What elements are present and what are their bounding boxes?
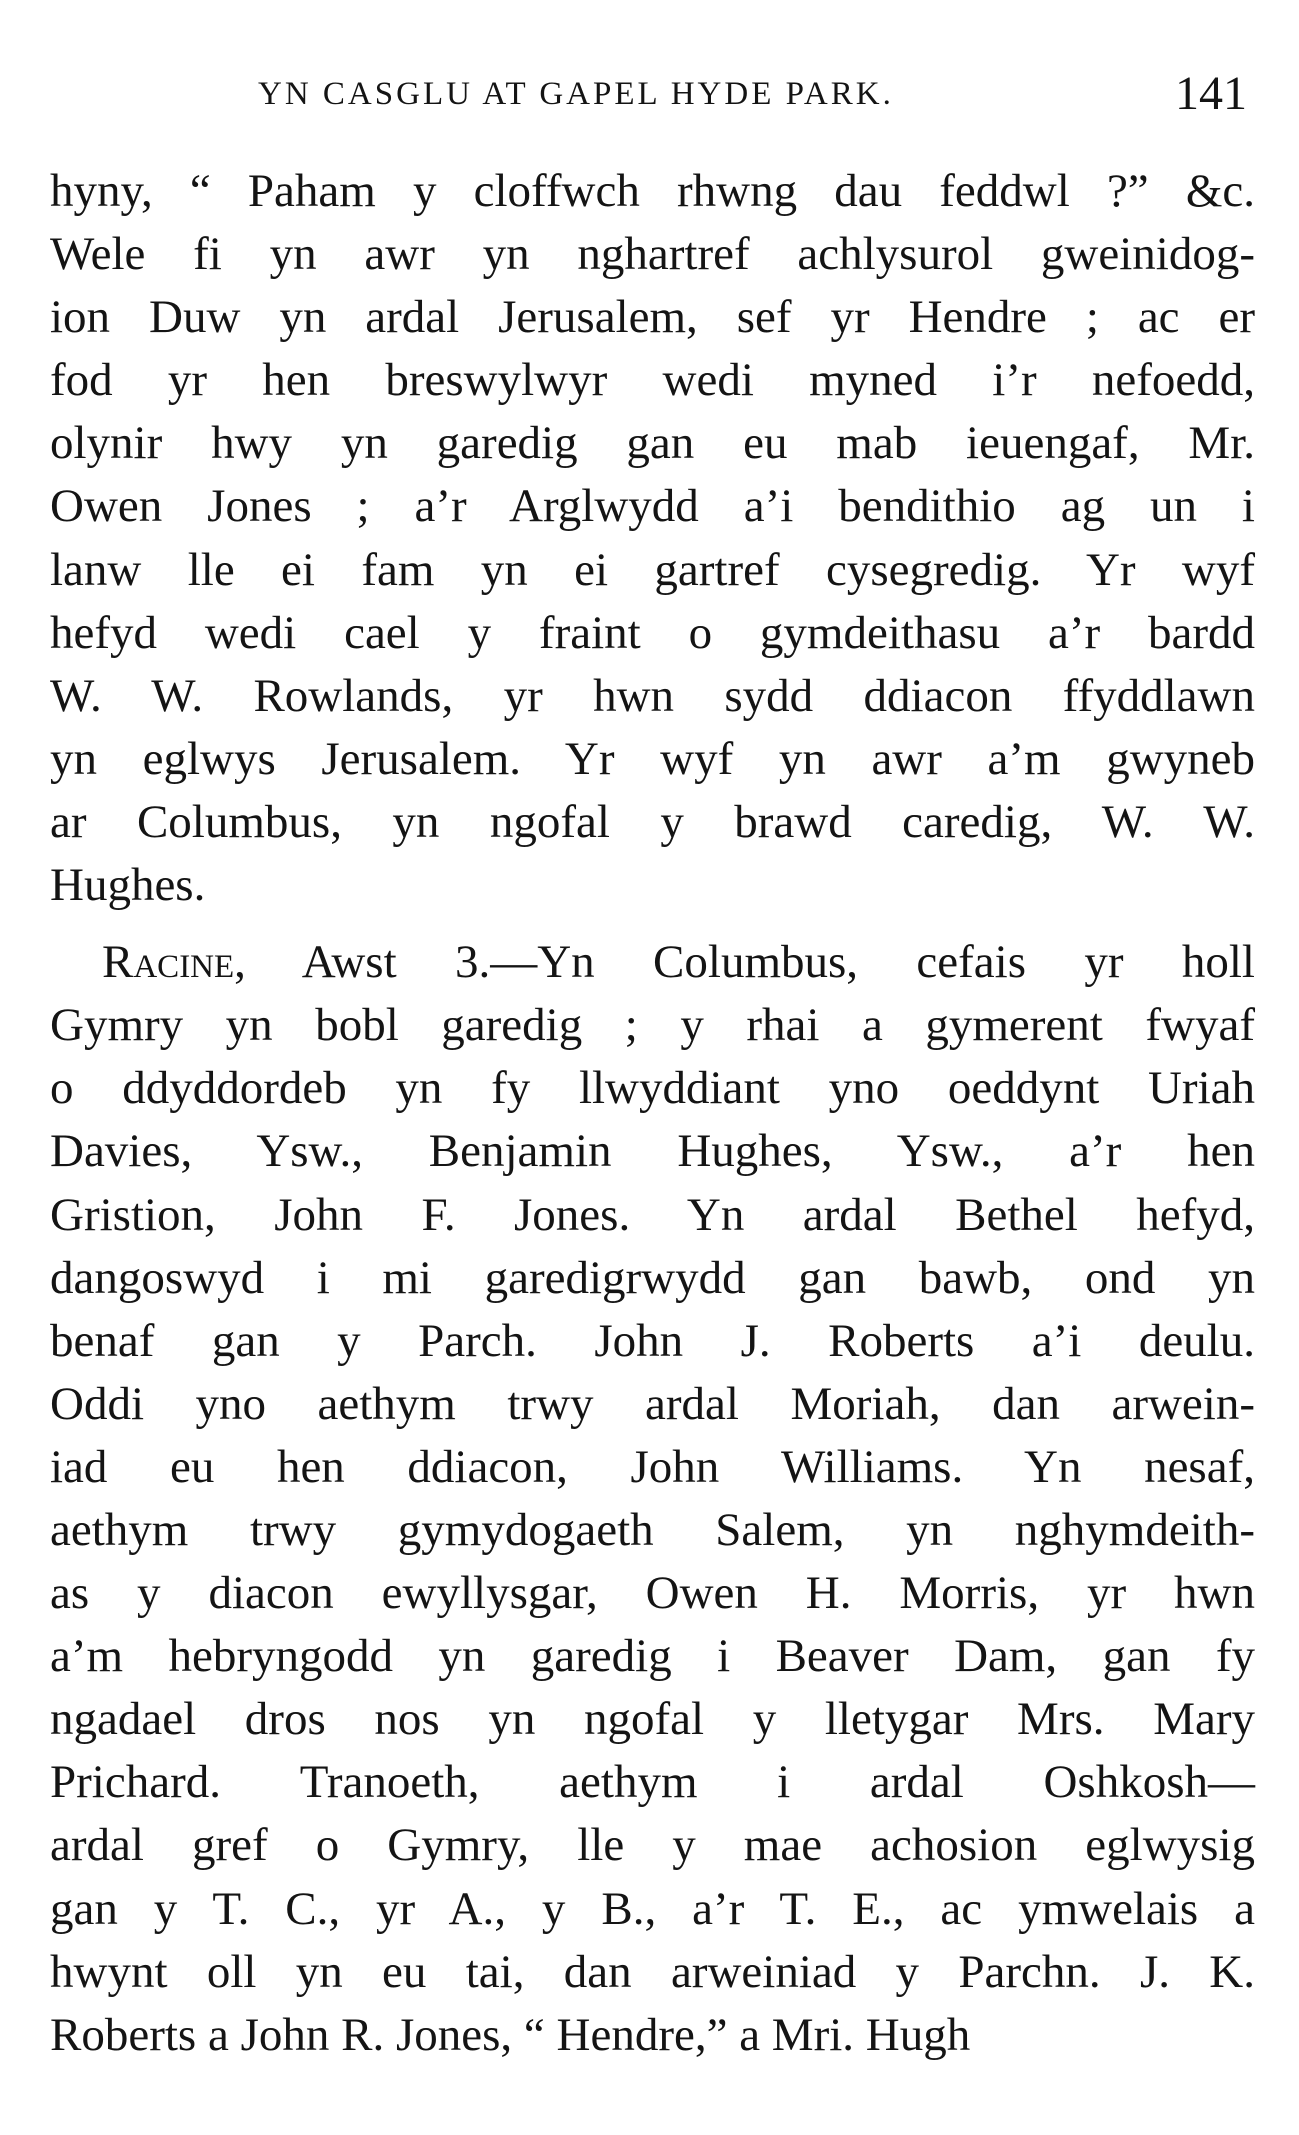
text-line: yn eglwys Jerusalem. Yr wyf yn awr a’m gwyneb — [50, 732, 1255, 785]
line-text: Awst 3.—Yn Columbus, cefais yr holl — [301, 936, 1255, 989]
text-line: Oddi yno aethym trwy ardal Moriah, dan arwein- — [50, 1377, 1255, 1430]
text-line: Prichard. Tranoeth, aethym i ardal Oshkosh— — [50, 1756, 1255, 1809]
page-number: 141 — [1175, 67, 1247, 120]
text-line: lanw lle ei fam yn ei gartref cysegredig. Yr wyf — [50, 543, 1255, 596]
running-title: YN CASGLU AT GAPEL HYDE PARK. — [258, 76, 894, 112]
paragraph — [50, 931, 1255, 2067]
text-line: Owen Jones ; a’r Arglwydd a’i bendithio ag un i — [50, 480, 1255, 533]
text-line: ion Duw yn ardal Jerusalem, sef yr Hendre ; ac er — [50, 291, 1255, 344]
text-line: olynir hwy yn garedig gan eu mab ieuengaf, Mr. — [50, 417, 1255, 470]
place-heading: Racine, — [102, 936, 246, 989]
text-line: hyny, “ Paham y cloffwch rhwng dau feddwl ?” &c. — [50, 165, 1255, 217]
text-line — [50, 931, 1255, 994]
body-text — [50, 160, 1255, 2067]
text-line: o ddyddordeb yn fy llwyddiant yno oeddynt Uriah — [50, 1062, 1255, 1115]
text-line: benaf gan y Parch. John J. Roberts a’i deulu. — [50, 1314, 1255, 1367]
text-line: Hughes. — [50, 859, 206, 912]
text-line: Gymry yn bobl garedig ; y rhai a gymerent fwyaf — [50, 999, 1255, 1052]
text-line: ngadael dros nos yn ngofal y lletygar Mrs. Mary — [50, 1693, 1255, 1746]
text-line: Gristion, John F. Jones. Yn ardal Bethel hefyd, — [50, 1188, 1255, 1241]
text-line: Roberts a John R. Jones, “ Hendre,” a Mri. Hugh — [50, 2008, 971, 2061]
text-line: fod yr hen breswylwyr wedi myned i’r nefoedd, — [50, 354, 1255, 407]
text-line: a’m hebryngodd yn garedig i Beaver Dam, gan fy — [50, 1630, 1255, 1683]
text-line: iad eu hen ddiacon, John Williams. Yn nesaf, — [50, 1440, 1255, 1493]
text-line: ardal gref o Gymry, lle y mae achosion eglwysig — [50, 1819, 1255, 1872]
text-line: hefyd wedi cael y fraint o gymdeithasu a’r bardd — [50, 606, 1255, 659]
text-line: ar Columbus, yn ngofal y brawd caredig, W. W. — [50, 795, 1255, 848]
paragraph — [50, 160, 1255, 917]
text-line: dangoswyd i mi garedigrwydd gan bawb, ond yn — [50, 1251, 1255, 1304]
text-line: aethym trwy gymydogaeth Salem, yn nghymdeith- — [50, 1503, 1255, 1556]
text-line: Davies, Ysw., Benjamin Hughes, Ysw., a’r hen — [50, 1125, 1255, 1178]
text-line: as y diacon ewyllysgar, Owen H. Morris, yr hwn — [50, 1567, 1255, 1620]
text-line: W. W. Rowlands, yr hwn sydd ddiacon ffyddlawn — [50, 669, 1255, 722]
text-line: hwynt oll yn eu tai, dan arweiniad y Parchn. J. K. — [50, 1945, 1255, 1998]
running-head — [0, 66, 1299, 126]
text-line: Wele fi yn awr yn nghartref achlysurol gweinidog- — [50, 228, 1255, 281]
text-line: gan y T. C., yr A., y B., a’r T. E., ac ymwelais a — [50, 1882, 1255, 1935]
